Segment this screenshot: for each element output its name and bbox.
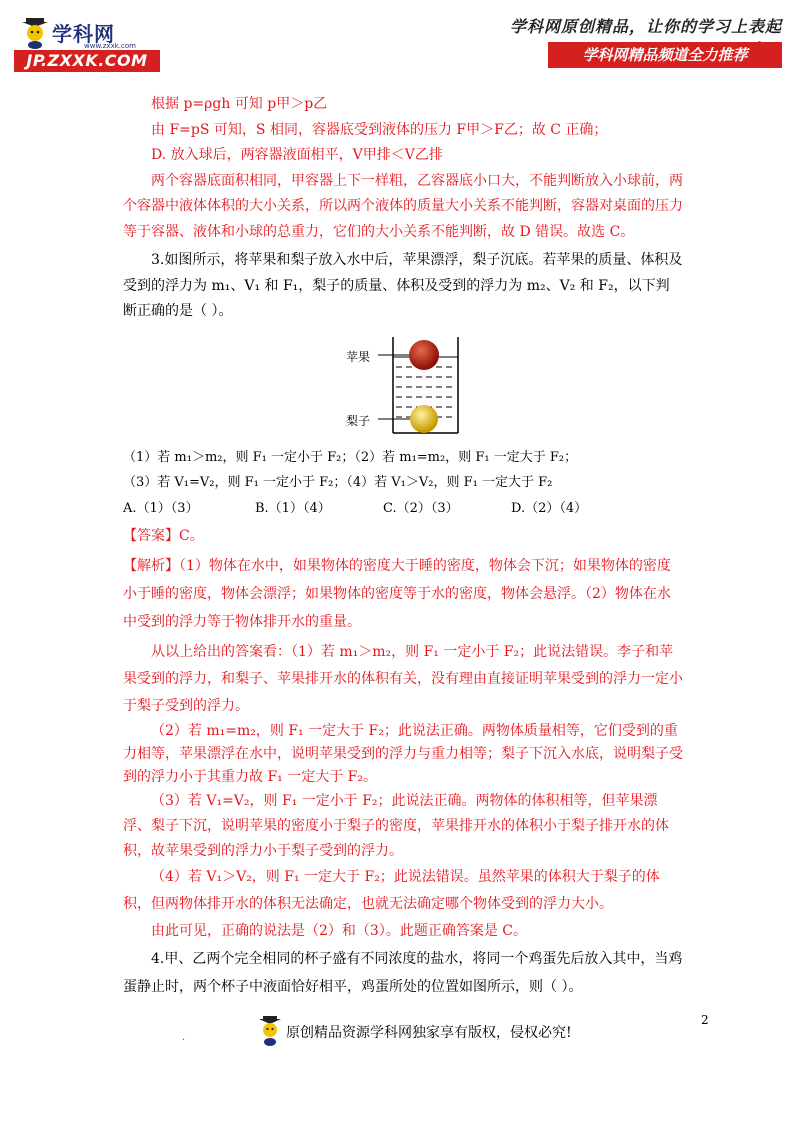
option-line: （3）若 V₁=V₂，则 F₁ 一定小于 F₂；（4）若 V₁＞V₂，则 F₁ 一定大于 F₂ <box>123 475 553 490</box>
pear-label: 梨子 <box>346 413 371 428</box>
choice-a: A.（1）（3） <box>123 500 199 516</box>
mascot-icon <box>258 1014 282 1048</box>
analysis-paragraph: 【解析】（1）物体在水中，如果物体的密度大于睡的密度，物体会下沉；如果物体的密度小于睡的密度，物体会漂浮；如果物体的密度等于水的密度，物体会悬浮。（2）物体在水中受到的浮力等于物体排开水的重量。 <box>123 557 671 630</box>
question-4: 4.甲、乙两个完全相同的杯子盛有不同浓度的盐水，将同一个鸡蛋先后放入其中，当鸡蛋静止时，两个杯子中液面恰好相平，鸡蛋所处的位置如图所示，则（ ）。 <box>123 950 683 995</box>
copyright-notice: 原创精品资源学科网独家享有版权，侵权必究! <box>286 1025 572 1041</box>
zxxk-logo[interactable] <box>14 12 160 74</box>
analysis-paragraph: 从以上给出的答案看：（1）若 m₁＞m₂，则 F₁ 一定小于 F₂；此说法错误。李子和苹果受到的浮力，和梨子、苹果排开水的体积有关，没有理由直接证明苹果受到的浮力一定小于梨子受到的浮力。 <box>123 643 683 714</box>
logo-subtitle: www.zxxk.com <box>84 42 136 50</box>
option-line: （1）若 m₁＞m₂，则 F₁ 一定小于 F₂；（2）若 m₁=m₂，则 F₁ 一定大于 F₂； <box>123 449 578 465</box>
apple-shape <box>409 340 439 370</box>
mascot-icon <box>20 16 50 50</box>
choice-b: B.（1）（4） <box>255 500 331 516</box>
choice-c: C.（2）（3） <box>383 500 459 516</box>
answer-line: 【答案】C。 <box>123 528 204 544</box>
header-slogan: 学科网原创精品，让你的学习上表起 <box>509 17 782 36</box>
analysis-paragraph: （3）若 V₁=V₂，则 F₁ 一定小于 F₂；此说法正确。两物体的体积相等，但苹果漂浮、梨子下沉，说明苹果的密度小于梨子的密度，苹果排开水的体积小于梨子排开水的体积，故苹果受到的浮力小于梨子受到的浮力。 <box>123 792 669 859</box>
apple-pear-diagram <box>348 331 468 437</box>
text-line: 由 F=pS 可知，S 相同，容器底受到液体的压力 F甲＞F乙；故 C 正确； <box>151 121 608 138</box>
question-3: 3.如图所示，将苹果和梨子放入水中后，苹果漂浮，梨子沉底。若苹果的质量、体积及受到的浮力为 m₁、V₁ 和 F₁，梨子的质量、体积及受到的浮力为 m₂、V₂ 和 F₂，以下判断正确的是（ ）。 <box>123 252 683 319</box>
analysis-paragraph: （2）若 m₁=m₂，则 F₁ 一定大于 F₂；此说法正确。两物体质量相等，它们受到的重力相等，苹果漂浮在水中，说明苹果受到的浮力与重力相等；梨子下沉入水底，说明梨子受到的浮力小于其重力故 F₁ 一定大于 F₂。 <box>123 722 683 785</box>
header-banner: 学科网精品频道全力推荐 <box>548 42 782 68</box>
page-footer <box>0 1010 800 1070</box>
text-line: D. 放入球后，两容器液面相平，V甲排＜V乙排 <box>151 147 443 163</box>
page-number: 2 <box>701 1013 709 1027</box>
analysis-conclusion: 由此可见，正确的说法是（2）和（3）。此题正确答案是 C。 <box>151 922 527 939</box>
logo-url: JP.ZXXK.COM <box>14 50 160 72</box>
choice-row <box>123 496 683 522</box>
pear-shape <box>410 405 438 433</box>
text-line: 根据 p=ρgh 可知 p甲＞p乙 <box>151 96 328 112</box>
apple-label: 苹果 <box>346 349 371 364</box>
logo-name: 学科网 <box>52 22 115 46</box>
text-paragraph: 两个容器底面积相同，甲容器上下一样粗，乙容器底小口大，不能判断放入小球前，两个容器中液体体积的大小关系，所以两个液体的质量大小关系不能判断，容器对桌面的压力等于容器、液体和小球的总重力，它们的大小关系不能判断，故 D 错误。故选 C。 <box>123 172 683 240</box>
document-body <box>123 92 683 1001</box>
choice-d: D.（2）（4） <box>511 500 588 516</box>
analysis-paragraph: （4）若 V₁＞V₂，则 F₁ 一定大于 F₂；此说法错误。虽然苹果的体积大于梨子的体积，但两物体排开水的体积无法确定，也就无法确定哪个物体受到的浮力大小。 <box>123 868 660 912</box>
page-header <box>0 0 800 80</box>
footer-dot: . <box>182 1032 186 1043</box>
